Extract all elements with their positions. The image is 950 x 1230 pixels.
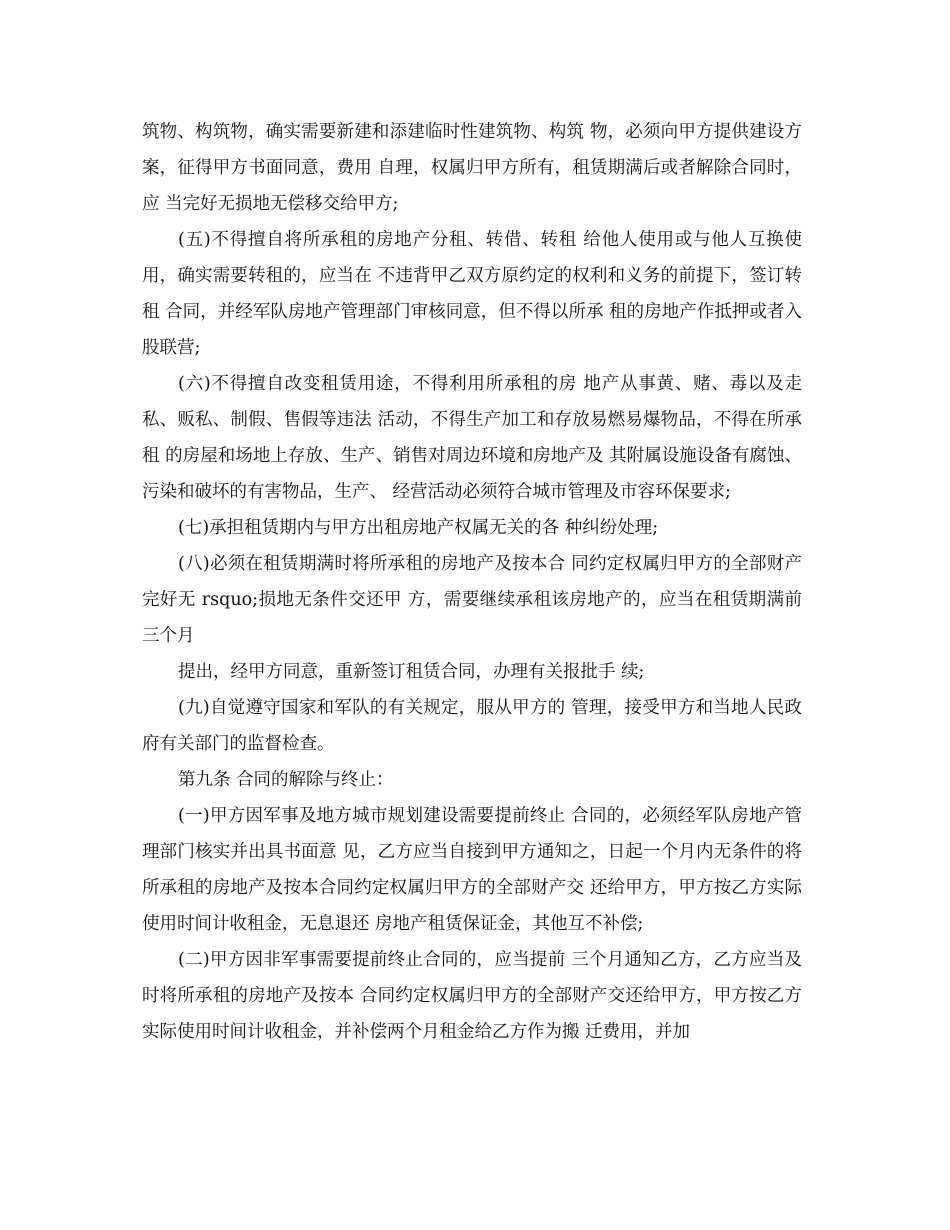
paragraph-clause-6: (六)不得擅自改变租赁用途，不得利用所承租的房 地产从事黄、赌、毒以及走私、贩私、制假、售假等违法 活动，不得生产加工和存放易燃易爆物品，不得在所承租 的房屋和场地上存放、生产、销售对周边环境和房地产及 其附属设施设备有腐蚀、污染和破坏的有害物品，生产、 经营活动必须符合城市管理及市容环保要求;	[142, 374, 802, 502]
paragraph-clause-8-continued: 提出，经甲方同意，重新签订租赁合同，办理有关报批手 续;	[178, 662, 645, 682]
paragraph-termination-2: (二)甲方因非军事需要提前终止合同的，应当提前 三个月通知乙方，乙方应当及时将所承租的房地产及按本 合同约定权属归甲方的全部财产交还给甲方，甲方按乙方 实际使用时间计收租金，并补偿两个月租金给乙方作为搬 迁费用，并加	[142, 950, 802, 1042]
paragraph-continued-structures: 筑物、构筑物，确实需要新建和添建临时性建筑物、构筑 物，必须向甲方提供建设方案，征得甲方书面同意，费用 自理，权属归甲方所有，租赁期满后或者解除合同时，应 当完好无损地无偿移交给甲方;	[142, 122, 802, 214]
paragraph-clause-5: (五)不得擅自将所承租的房地产分租、转借、转租 给他人使用或与他人互换使用，确实需要转租的，应当在 不违背甲乙双方原约定的权利和义务的前提下，签订转租 合同，并经军队房地产管理部门审核同意，但不得以所承 租的房地产作抵押或者入股联营;	[142, 230, 802, 358]
paragraph-clause-9: (九)自觉遵守国家和军队的有关规定，服从甲方的 管理，接受甲方和当地人民政府有关部门的监督检查。	[142, 698, 802, 754]
paragraph-clause-8: (八)必须在租赁期满时将所承租的房地产及按本合 同约定权属归甲方的全部财产完好无 rsquo;损地无条件交还甲 方，需要继续承租该房地产的，应当在租赁期满前三个月	[142, 554, 802, 646]
article-9-heading: 第九条 合同的解除与终止：	[178, 770, 394, 790]
paragraph-termination-1: (一)甲方因军事及地方城市规划建设需要提前终止 合同的，必须经军队房地产管理部门核实并出具书面意 见，乙方应当自接到甲方通知之，日起一个月内无条件的将 所承租的房地产及按本合同约定权属归甲方的全部财产交 还给甲方，甲方按乙方实际使用时间计收租金，无息退还 房地产租赁保证金，其他互不补偿;	[142, 806, 802, 934]
paragraph-clause-7: (七)承担租赁期内与甲方出租房地产权属无关的各 种纠纷处理;	[178, 518, 659, 538]
document-body	[142, 114, 802, 1050]
